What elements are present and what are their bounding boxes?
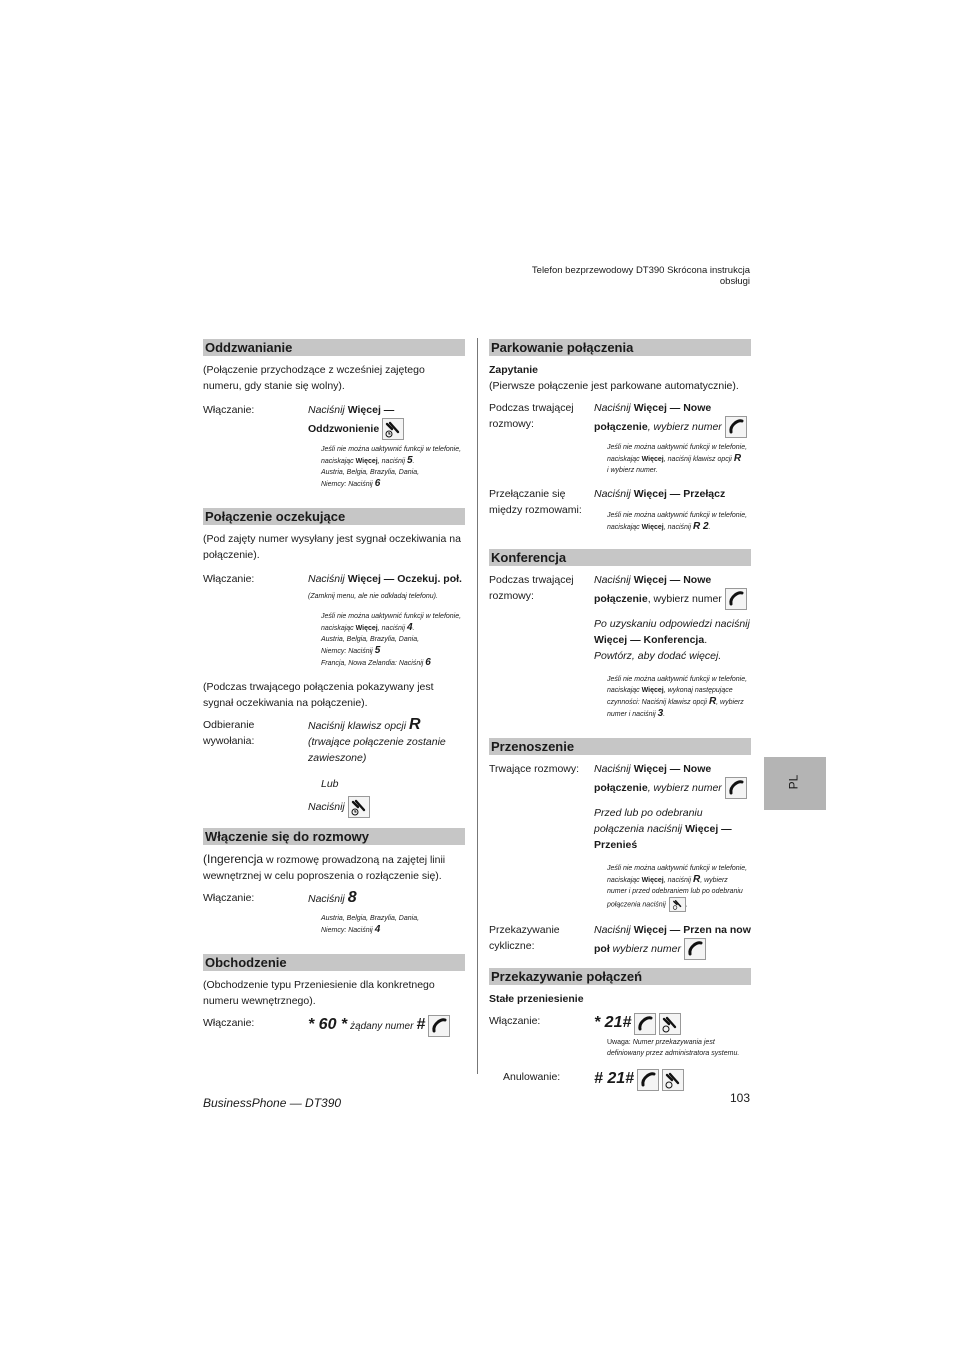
section-title-wlaczenie: Włączenie się do rozmowy [203,828,465,845]
hang-up-icon [382,418,404,440]
row-label: Włączanie: [489,1015,541,1027]
hang-up-icon [348,796,370,818]
section-desc: (Podczas trwającego połączenia pokazywany jest sygnał oczekiwania na połączenie). [203,681,434,709]
section-title-parkowanie: Parkowanie połączenia [489,339,751,356]
row-value: Naciśnij klawisz opcji R (trwające połączenie zostanie zawieszone) Lub Naciśnij [308,717,465,818]
hang-up-icon [659,1013,681,1035]
row-label: Przełączanie się między rozmowami: [489,488,582,516]
row-value: * 21# Uwaga: Numer przekazywania jest definiowany przez administratora systemu. [594,1013,740,1057]
row-label: Podczas trwającej rozmowy: [489,402,574,430]
row-label: Włączanie: [203,1017,255,1029]
language-tab-label: PL [786,774,801,790]
section-title-przekazywanie: Przekazywanie połączeń [489,968,751,985]
row-value: Naciśnij Więcej — Przełącz Jeśli nie można uaktywnić funkcji w telefonie, naciskając Więcej, naciśnij R 2. [594,488,748,532]
section-desc: (Pierwsze połączenie jest parkowane automatycznie). [489,380,739,392]
section-desc: (Połączenie przychodzące z wcześniej zajętego numeru, gdy stanie się wolny). [203,364,425,392]
running-header: Telefon bezprzewodowy DT390 Skrócona instrukcja obsługi [531,265,750,287]
row-label: Trwające rozmowy: [489,763,580,775]
row-value: Naciśnij Więcej — Nowe połączenie, wybierz numer Przed lub po odebraniu połączenia naciśnij Więcej — Przenieś Jeśli nie można uaktywnić funkcji w telefonie, naciskając Więcej, naciśnij R, wybierz numer i przed odebraniem lub po odebraniu połączenia naciśnij . [594,761,751,918]
row-value: Naciśnij Więcej — Nowe połączenie, wybierz numer Po uzyskaniu odpowiedzi naciśnij Więcej — Konferencja. Powtórz, aby dodać więcej. Jeśli nie można uaktywnić funkcji w telefonie, naciskając Więcej, wykonaj następujące czynności: Naciśnij klawisz opcji R, wybierz numer i naciśnij 3. [594,574,750,719]
footer-product: BusinessPhone — DT390 [203,1096,342,1110]
section-desc: (Ingerencja w rozmowę prowadzoną na zajętej linii wewnętrznej w celu poproszenia o rozłączenie się). [203,852,446,882]
off-hook-icon [637,1069,659,1091]
language-tab [764,757,826,810]
row-value: Naciśnij Więcej — Oddzwonienie Jeśli nie można uaktywnić funkcji w telefonie, naciskając Więcej, naciśnij 5. Austria, Belgia, Brazylia, Dania, Niemcy: Naciśnij 6 [308,404,462,489]
hang-up-icon [662,1069,684,1091]
row-value: Naciśnij Więcej — Nowe połączenie, wybierz numer Jeśli nie można uaktywnić funkcji w telefonie, naciskając Więcej, naciśnij klawisz opcji R i wybierz numer. [594,402,748,474]
row-label: Włączanie: [203,404,255,416]
row-value: Naciśnij Więcej — Oczekuj. poł. (Zamknij menu, ale nie odkładaj telefonu). Jeśli nie można uaktywnić funkcji w telefonie, naciskając Więcej, naciśnij 4. Austria, Belgia, Brazylia, Dania, Niemcy: Naciśnij 5 Francja, Nowa Zelandia: Naciśnij 6 [308,573,462,668]
subsection-title: Stałe przeniesienie [489,993,584,1005]
hang-up-icon [669,897,686,912]
row-label: Anulowanie: [503,1071,561,1083]
off-hook-icon [725,588,747,610]
page-number: 103 [729,1091,750,1105]
subsection-title: Zapytanie [489,364,539,376]
row-value: Naciśnij 8 Austria, Belgia, Brazylia, Dania, Niemcy: Naciśnij 4 [308,889,420,935]
off-hook-icon [725,416,747,438]
row-value: Naciśnij Więcej — Przen na now poł wybierz numer [594,922,751,960]
row-label: Podczas trwającej rozmowy: [489,574,574,602]
row-label: Włączanie: [203,892,255,904]
section-title-oczekujace: Połączenie oczekujące [203,508,465,525]
row-value: * 60 * żądany numer # [308,1015,465,1037]
section-title-oddzwanianie: Oddzwanianie [203,339,465,356]
row-label: Odbieranie wywołania: [203,719,255,747]
section-desc: (Pod zajęty numer wysyłany jest sygnał oczekiwania na połączenie). [203,533,461,561]
off-hook-icon [684,938,706,960]
right-column [489,339,751,1095]
column-divider [477,338,478,1074]
left-column [203,339,465,1041]
off-hook-icon [725,777,747,799]
off-hook-icon [634,1013,656,1035]
row-label: Przekazywanie cykliczne: [489,924,560,952]
section-desc: (Obchodzenie typu Przeniesienie dla konkretnego numeru wewnętrznego). [203,979,435,1007]
section-title-przenoszenie: Przenoszenie [489,738,751,755]
row-label: Włączanie: [203,573,255,585]
row-value: # 21# [594,1069,751,1091]
section-title-konferencja: Konferencja [489,549,751,566]
section-title-obchodzenie: Obchodzenie [203,954,465,971]
off-hook-icon [428,1015,450,1037]
